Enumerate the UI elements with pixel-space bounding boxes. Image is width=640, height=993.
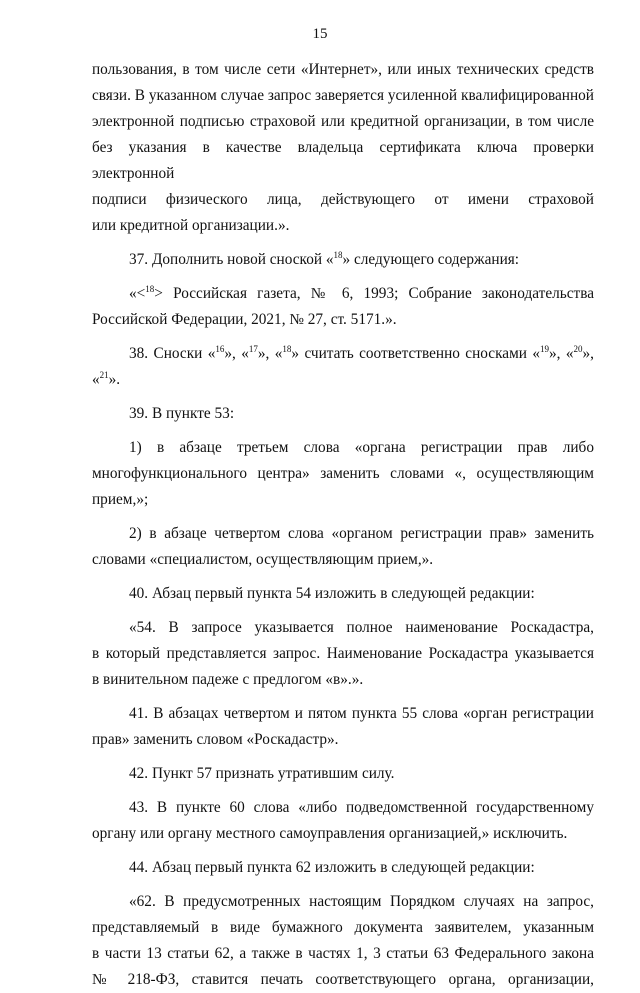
text-line: словами «специалистом, осуществляющим прием,».: [92, 551, 434, 568]
text-line: 43. В пункте 60 слова «либо подведомственной государственному: [129, 799, 594, 816]
paragraph-39-item-1: [92, 435, 594, 513]
paragraph-40: 40. Абзац первый пункта 54 изложить в следующей редакции:: [129, 585, 535, 602]
text-line: подписи физического лица, действующего от имени страховой: [92, 191, 594, 208]
text-line: «$^{21}$».: [92, 370, 121, 388]
text-line: 41. В абзацах четвертом и пятом пункта 55 слова «орган регистрации: [129, 705, 594, 722]
text-line: прием,»;: [92, 491, 149, 508]
paragraph-continuation: [92, 57, 594, 239]
text-line: в который представляется запрос. Наименование Роскадастра указывается: [92, 645, 594, 662]
text-line: электронной подписью страховой или кредитной организации, в том числе: [92, 113, 594, 130]
text-line: связи. В указанном случае запрос заверяется усиленной квалифицированной: [92, 87, 594, 104]
page-number: 15: [312, 26, 328, 42]
paragraph-43: [92, 795, 594, 847]
text-line: в винительном падеже с предлогом «в».».: [92, 671, 364, 688]
text-line: 2) в абзаце четвертом слова «органом регистрации прав» заменить: [129, 525, 594, 542]
text-line: многофункционального центра» заменить словами «, осуществляющим: [92, 465, 594, 482]
text-line: «54. В запросе указывается полное наименование Роскадастра,: [129, 619, 594, 636]
paragraph-41: [92, 701, 594, 753]
text-line: 38. Сноски «$^{16}$», «$^{17}$», «$^{18}$» считать соответственно сносками «$^{19}$», «$^{20}$»,: [129, 344, 594, 362]
paragraph-38: [92, 341, 594, 393]
text-line: представляемый в виде бумажного документа заявителем, указанным: [92, 919, 594, 936]
paragraph-54-text: [92, 615, 594, 693]
text-line: пользования, в том числе сети «Интернет», или иных технических средств: [92, 61, 594, 78]
text-line: в части 13 статьи 62, а также в частях 1, 3 статьи 63 Федерального закона: [92, 945, 594, 962]
text-line: органу или органу местного самоуправления организацией,» исключить.: [92, 825, 568, 842]
paragraph-39: 39. В пункте 53:: [129, 405, 235, 422]
text-line: «<$^{18}$> Российская газета, № 6, 1993; Собрание законодательства: [129, 284, 594, 302]
paragraph-44: 44. Абзац первый пункта 62 изложить в следующей редакции:: [129, 859, 535, 876]
text-line: прав» заменить словом «Роскадастр».: [92, 731, 339, 748]
paragraph-37: 37. Дополнить новой сноской «$^{18}$» следующего содержания:: [129, 250, 520, 268]
text-line: № 218-ФЗ, ставится печать соответствующего органа, организации,: [92, 971, 594, 988]
text-line: 1) в абзаце третьем слова «органа регистрации прав либо: [129, 439, 594, 456]
paragraph-42: 42. Пункт 57 признать утратившим силу.: [129, 765, 395, 782]
document-body: [92, 57, 594, 993]
paragraph-39-item-2: [92, 521, 594, 573]
text-line: без указания в качестве владельца сертификата ключа проверки электронной: [92, 139, 594, 182]
text-line: Российской Федерации, 2021, № 27, ст. 5171.».: [92, 311, 397, 328]
footnote-18-text: [92, 281, 594, 333]
text-line: или кредитной организации.».: [92, 217, 290, 234]
text-line: «62. В предусмотренных настоящим Порядком случаях на запрос,: [129, 893, 594, 910]
